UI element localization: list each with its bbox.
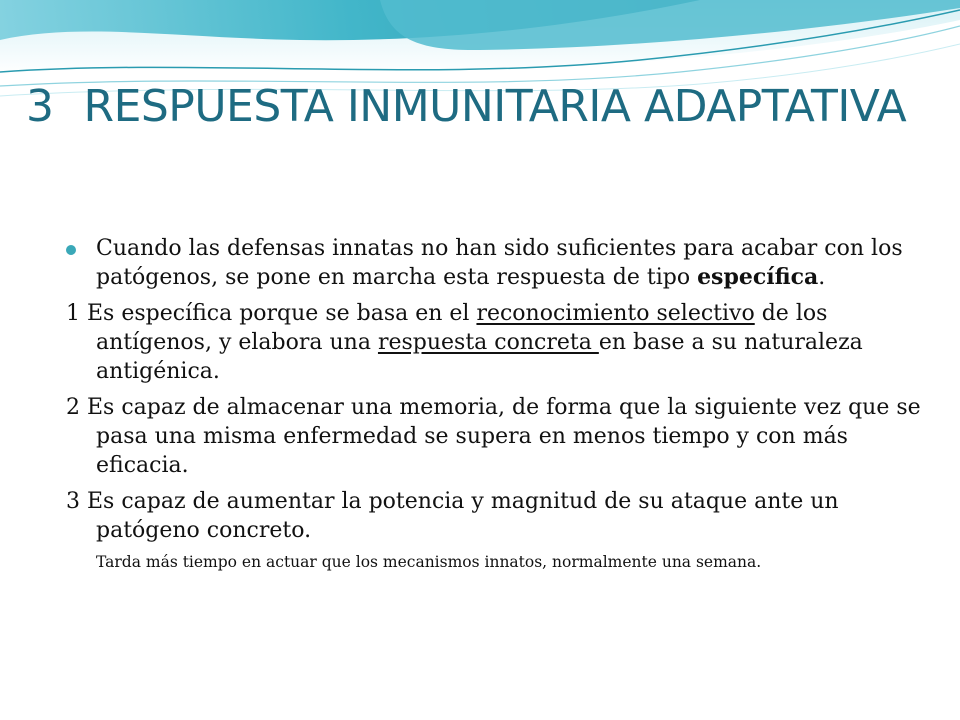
footnote: Tarda más tiempo en actuar que los mecanismos innatos, normalmente una semana. xyxy=(96,553,762,571)
title-text: RESPUESTA INMUNITARIA ADAPTATIVA xyxy=(83,81,907,132)
intro-text-start: Cuando las defensas innatas no han sido suficientes para acabar con los patógenos, se pone en marcha esta respuesta de tipo xyxy=(96,236,903,290)
point-1-underline-1: reconocimiento selectivo xyxy=(476,301,755,326)
point-1-end: en base a su naturaleza antigénica. xyxy=(96,330,863,384)
point-1-start: 1 Es específica porque se basa en el xyxy=(66,301,477,326)
bullet-dot-icon xyxy=(66,245,76,255)
point-3: 3 Es capaz de aumentar la potencia y magnitud de su ataque ante un patógeno concreto. xyxy=(66,489,839,543)
point-1-underline-2: respuesta concreta xyxy=(377,330,599,355)
title-number: 3 xyxy=(26,81,54,132)
point-1-mid: de los antígenos, y elabora una xyxy=(96,301,828,355)
point-1 xyxy=(66,299,926,386)
intro-text-end: . xyxy=(818,265,826,290)
point-2: 2 Es capaz de almacenar una memoria, de forma que la siguiente vez que se pasa una misma enfermedad se supera en menos tiempo y con más eficacia. xyxy=(66,395,921,478)
intro-bullet xyxy=(66,234,926,292)
slide-content xyxy=(66,234,926,572)
intro-bold-term: específica xyxy=(697,264,819,290)
slide-title xyxy=(0,74,940,140)
